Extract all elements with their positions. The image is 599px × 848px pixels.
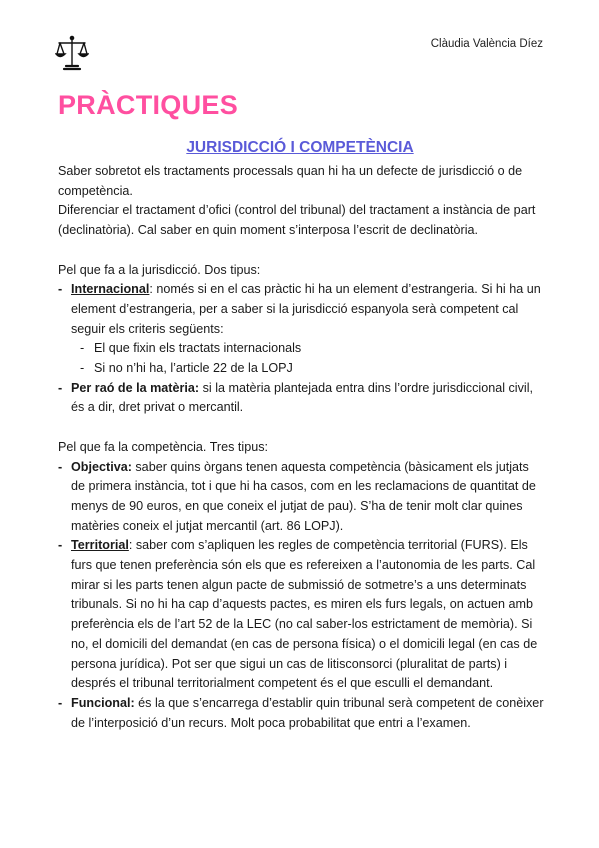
term-label: Objectiva: <box>71 459 132 474</box>
term-label: Internacional <box>71 282 150 297</box>
item-text: si la matèria plantejada entra dins l’ordre jurisdiccional civil, és a dir, dret privat o mercantil. <box>71 380 533 415</box>
dash-marker: - <box>80 341 85 356</box>
section-heading-competencia: Pel que fa la competència. Tres tipus: <box>58 439 269 454</box>
item-text: és la que s’encarrega d’establir quin tribunal serà competent de conèixer de l’interposició d’un recurs. Molt poca probabilitat que entri a l’examen. <box>71 695 544 730</box>
sub-list-item <box>58 359 544 379</box>
intro-paragraph: Diferenciar el tractament d’ofici (control del tribunal) del tractament a instància de part (declinatòria). Cal saber en quin moment s’interposa l’escrit de declinatòria. <box>58 203 536 238</box>
page-subtitle: JURISDICCIÓ I COMPETÈNCIA <box>186 139 414 156</box>
item-text: : només si en el cas pràctic hi ha un element d’estrangeria. Si hi ha un element d’estrangeria, per a saber si la jurisdicció espanyola serà competent cal seguir els criteris següents: <box>71 282 541 336</box>
dash-marker: - <box>58 695 63 710</box>
dash-marker: - <box>80 361 85 376</box>
section-heading-jurisdiccio: Pel que fa a la jurisdicció. Dos tipus: <box>58 262 261 277</box>
item-text: El que fixin els tractats internacionals <box>94 341 302 356</box>
list-item-internacional <box>58 280 544 339</box>
item-text: Si no n’hi ha, l’article 22 de la LOPJ <box>94 361 293 376</box>
list-item-materia <box>58 379 544 418</box>
page-title: PRÀCTIQUES <box>58 90 239 120</box>
intro-paragraph: Saber sobretot els tractaments processals quan hi ha un defecte de jurisdicció o de competència. <box>58 164 523 198</box>
term-label: Per raó de la matèria: <box>71 380 200 395</box>
scales-of-justice-icon <box>55 35 89 71</box>
dash-marker: - <box>58 380 63 395</box>
term-label: Territorial <box>71 538 129 553</box>
list-item-funcional <box>58 694 544 733</box>
dash-marker: - <box>58 459 63 474</box>
dash-marker: - <box>58 538 63 553</box>
author-name: Clàudia València Díez <box>430 38 543 50</box>
item-text: : saber com s’apliquen les regles de competència territorial (FURS). Els furs que tenen preferència són els que es refereixen a l’autonomia de les parts. Cal mirar si les parts tenen algun pacte de submissió de sotmetre’s a uns determinats tribunals. Si no hi ha cap d’aquests pactes, es miren els furs legals, on actuen amb preferència els de l’art 52 de la LEC (no cal saber-los estrictament de memòria). Si no, el domicili del demandat (en cas de persona física) o el domicili legal (en cas de persona jurídica). Pot ser que sigui un cas de litisconsorci (pluralitat de parts) i després el tribunal territorialment competent és el que esculli el demandant. <box>71 538 538 691</box>
dash-marker: - <box>58 282 63 297</box>
list-item-territorial <box>58 536 544 694</box>
item-text: saber quins òrgans tenen aquesta competència (bàsicament els jutjats de primera instància, tot i que hi ha casos, com en les reclamacions de quantitat de menys de 90 euros, en que coneix el jutjat de pau). S’ha de tenir molt clar quines matèries coneix el jutjat mercantil (art. 86 LOPJ). <box>71 459 536 533</box>
term-label: Funcional: <box>71 695 135 710</box>
sub-list-item <box>58 339 544 359</box>
document-body <box>58 162 544 733</box>
list-item-objectiva <box>58 458 544 537</box>
